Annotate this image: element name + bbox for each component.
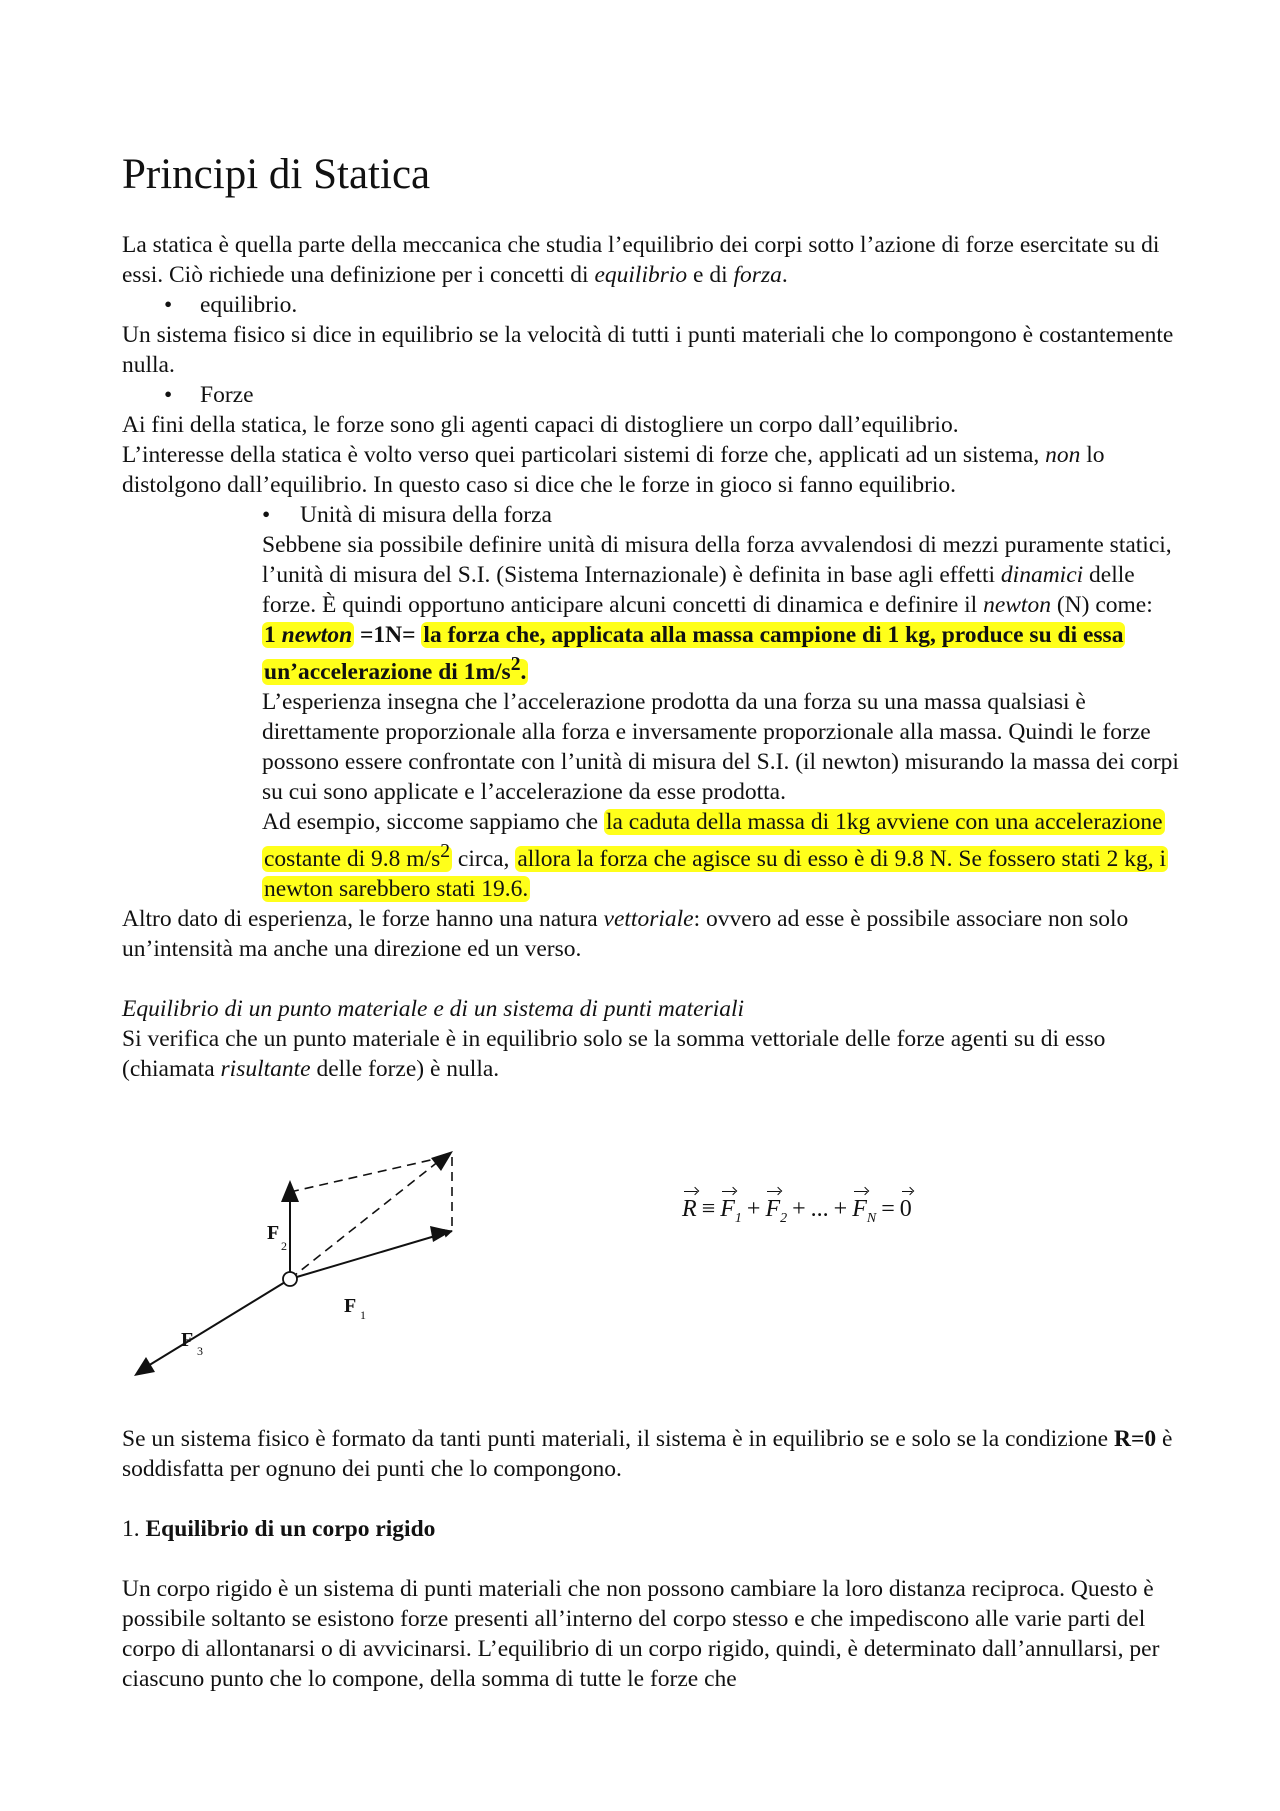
vector-f: F: [720, 1195, 735, 1222]
vector-zero: 0: [899, 1195, 912, 1222]
highlight-text: la caduta della massa di 1kg avviene con una accelerazione costante di 9.8 m/s: [264, 808, 1163, 872]
label-f1-sub: 1: [360, 1307, 366, 1322]
def-text: .: [520, 658, 527, 685]
intro-em-equilibrio: equilibrio: [594, 262, 688, 288]
label-f3: F: [181, 1328, 194, 1351]
plus-sign: +: [792, 1195, 806, 1222]
paragraph-text: L’interesse della statica è volto verso quei particolari sistemi di forze che, applicati ad un sistema,: [122, 442, 1046, 468]
vector-f: F: [852, 1195, 867, 1222]
paragraph-text: delle forze) è nulla.: [310, 1055, 500, 1082]
paragraph-text: Si verifica che un punto materiale è in equilibrio solo se la somma vettoriale delle forze agenti su di esso (chiamata: [122, 1025, 1106, 1082]
def-text: 1: [264, 622, 282, 648]
section-title-text: Equilibrio di un punto materiale e di un sistema di punti materiali: [122, 995, 745, 1022]
vettoriale-paragraph: [122, 904, 1182, 964]
subscript: 1: [734, 1210, 742, 1226]
intro-paragraph: [122, 230, 1182, 290]
paragraph-text: lo distolgono dall’equilibrio. In questo caso si dice che le forze in gioco si fanno equilibrio.: [122, 442, 1105, 498]
arrowhead-resultant: [431, 1151, 453, 1171]
label-f3-sub: 3: [197, 1343, 203, 1358]
em-non: non: [1045, 442, 1081, 468]
newton-definition: [262, 620, 1182, 687]
label-f2-sub: 2: [281, 1238, 287, 1253]
intro-text: e di: [687, 262, 734, 288]
vector-f3: [138, 1279, 290, 1372]
corpo-heading: [122, 1514, 1182, 1544]
intro-text: La statica è quella parte della meccanica che studia l’equilibrio dei corpi sotto l’azione di forze esercitate su di essi. Ciò richiede una definizione per i concetti di: [122, 232, 1160, 288]
bullet-dot: •: [164, 382, 173, 408]
plus-sign: +: [746, 1195, 761, 1222]
bullet-label: Forze: [200, 382, 254, 408]
ellipsis: ...: [810, 1195, 829, 1222]
unita-block: [122, 500, 1182, 904]
arrowhead-f3: [134, 1357, 155, 1376]
paragraph-text: Sebbene sia possibile definire unità di misura della forza avvalendosi di mezzi puramente statici, l’unità di misura del S.I. (Sistema Internazionale) è definita in base agli effetti: [262, 532, 1172, 588]
esempio-paragraph: [262, 807, 1182, 904]
bullet-equilibrio: [122, 290, 1182, 320]
punto-paragraph: [122, 1024, 1182, 1084]
equilibrium-formula: [682, 1194, 912, 1234]
em-dinamici: dinamici: [1000, 562, 1084, 588]
subscript: N: [866, 1210, 877, 1226]
paragraph-text: Ad esempio, siccome sappiamo che: [262, 808, 604, 835]
interesse-paragraph: [122, 440, 1182, 500]
corpo-paragraph: Un corpo rigido è un sistema di punti materiali che non possono cambiare la loro distanza reciproca. Questo è possibile soltanto se esistono forze presenti all’interno del corpo stesso e che impediscono alle varie parti del corpo di allontanarsi o di avvicinarsi. L’equilibrio di un corpo rigido, quindi, è determinato dall’annullarsi, per ciascuno punto che lo compone, della somma di tutte le forze che: [122, 1575, 1160, 1692]
bullet-dot: •: [262, 502, 271, 528]
em-vettoriale: vettoriale: [603, 905, 694, 932]
highlight: [262, 622, 354, 648]
application-point: [283, 1272, 297, 1286]
paragraph-text: delle forze. È quindi opportuno anticipare alcuni concetti di dinamica e definire il: [262, 562, 1135, 618]
paragraph-text: (N) come:: [1050, 592, 1153, 618]
unita-paragraph: [262, 530, 1182, 620]
paragraph-text: circa,: [452, 845, 516, 872]
spacer: [122, 1484, 1182, 1514]
equals-sign: =: [881, 1195, 895, 1222]
def-text: la forza che, applicata alla massa campione di 1 kg, produce su di essa un’accelerazione di 1m/s: [264, 622, 1124, 685]
intro-em-forza: forza: [733, 262, 782, 288]
force-figure: [122, 1114, 1182, 1424]
vector-f: F: [765, 1195, 781, 1222]
paragraph-text: Altro dato di esperienza, le forze hanno una natura: [122, 905, 604, 932]
spacer: [122, 1544, 1182, 1574]
spacer: [122, 964, 1182, 994]
bold-condition: R=0: [1113, 1425, 1157, 1452]
bullet-forze: [122, 380, 1182, 410]
equilibrio-definition: Un sistema fisico si dice in equilibrio se la velocità di tutti i punti materiali che lo compongono è costantemente nulla.: [122, 322, 1174, 378]
em-newton: newton: [983, 592, 1051, 618]
label-f2: F: [267, 1221, 280, 1244]
superscript: 2: [440, 840, 451, 862]
bullet-label: equilibrio.: [200, 292, 298, 318]
document-body: [122, 150, 1182, 1694]
sistema-paragraph: [122, 1424, 1182, 1484]
paragraph-text: è soddisfatta per ognuno dei punti che lo compongono.: [122, 1425, 1173, 1482]
subscript: 2: [780, 1210, 788, 1226]
plus-sign: +: [833, 1195, 848, 1222]
highlight: allora la forza che agisce su di esso è di 9.8 N. Se fossero stati 2 kg, i newton sarebbero stati 19.6.: [264, 845, 1166, 902]
bullet-unita: [262, 500, 1182, 530]
page-title: Principi di Statica: [122, 151, 431, 198]
superscript: 2: [510, 654, 521, 675]
def-em-newton: newton: [281, 622, 353, 648]
bullet-dot: •: [164, 292, 173, 318]
paragraph-text: Se un sistema fisico è formato da tanti punti materiali, il sistema è in equilibrio se e solo se la condizione: [122, 1425, 1114, 1452]
vector-f1: [290, 1231, 452, 1279]
section-title: [122, 994, 1182, 1024]
bullet-label: Unità di misura della forza: [300, 502, 552, 528]
arrowhead-f1: [430, 1226, 452, 1242]
intro-text: .: [781, 262, 788, 288]
forze-definition: Ai fini della statica, le forze sono gli agenti capaci di distogliere un corpo dall’equilibrio.: [122, 412, 959, 438]
esperienza-paragraph: L’esperienza insegna che l’accelerazione prodotta da una forza su una massa qualsiasi è direttamente proporzionale alla forza e inversamente proporzionale alla massa. Quindi le forze possono essere confrontate con l’unità di misura del S.I. (il newton) misurando la massa dei corpi su cui sono applicate e l’accelerazione da esse prodotta.: [262, 688, 1179, 805]
heading-number: 1.: [122, 1515, 146, 1542]
equiv-sign: ≡: [701, 1195, 716, 1222]
def-text: =1N=: [354, 622, 422, 648]
force-diagram: [122, 1114, 562, 1414]
vector-r: R: [682, 1195, 697, 1222]
em-risultante: risultante: [220, 1055, 311, 1082]
heading-title: Equilibrio di un corpo rigido: [145, 1515, 436, 1542]
label-f1: F: [344, 1294, 357, 1317]
paragraph-text: : ovvero ad esse è possibile associare non solo un’intensità ma anche una direzione ed un verso.: [122, 905, 1129, 962]
